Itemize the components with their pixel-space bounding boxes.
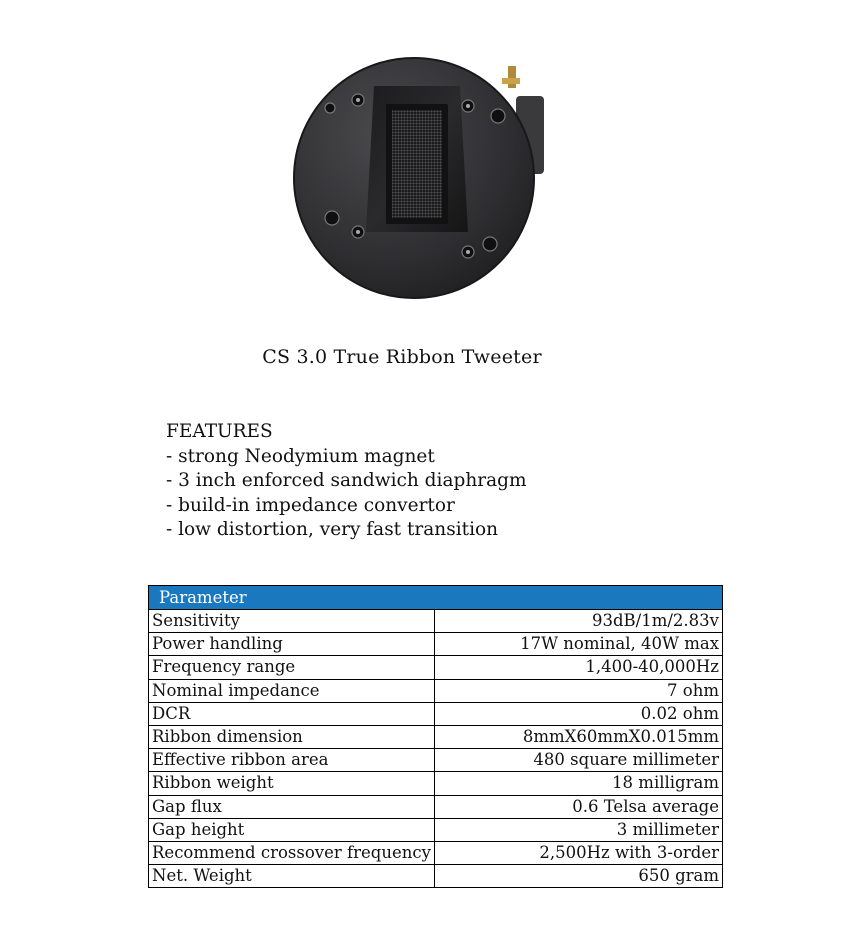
table-row <box>149 656 723 679</box>
param-name: Gap flux <box>149 795 435 818</box>
table-row <box>149 725 723 748</box>
table-row <box>149 679 723 702</box>
table-row <box>149 795 723 818</box>
param-name: Power handling <box>149 633 435 656</box>
param-value: 480 square millimeter <box>434 749 722 772</box>
parameter-table-header <box>149 586 723 610</box>
table-row <box>149 818 723 841</box>
param-name: Gap height <box>149 818 435 841</box>
table-row <box>149 633 723 656</box>
table-row <box>149 841 723 864</box>
param-value: 3 millimeter <box>434 818 722 841</box>
param-value: 0.6 Telsa average <box>434 795 722 818</box>
product-caption: CS 3.0 True Ribbon Tweeter <box>262 346 542 368</box>
feature-item: - build-in impedance convertor <box>166 494 455 516</box>
param-value: 93dB/1m/2.83v <box>434 610 722 633</box>
param-value: 0.02 ohm <box>434 702 722 725</box>
param-name: Ribbon weight <box>149 772 435 795</box>
parameter-header-label: Parameter <box>149 586 723 610</box>
param-value: 18 milligram <box>434 772 722 795</box>
param-name: Effective ribbon area <box>149 749 435 772</box>
feature-item: - 3 inch enforced sandwich diaphragm <box>166 470 527 492</box>
param-value: 1,400-40,000Hz <box>434 656 722 679</box>
param-name: Ribbon dimension <box>149 725 435 748</box>
param-name: Nominal impedance <box>149 679 435 702</box>
param-name: Recommend crossover frequency <box>149 841 435 864</box>
param-name: Net. Weight <box>149 865 435 888</box>
param-name: DCR <box>149 702 435 725</box>
param-value: 7 ohm <box>434 679 722 702</box>
table-row <box>149 702 723 725</box>
features-list <box>166 420 527 543</box>
param-value: 17W nominal, 40W max <box>434 633 722 656</box>
param-name: Frequency range <box>149 656 435 679</box>
tweeter-product-image <box>290 48 560 310</box>
table-row <box>149 772 723 795</box>
param-name: Sensitivity <box>149 610 435 633</box>
param-value: 2,500Hz with 3-order <box>434 841 722 864</box>
table-row <box>149 749 723 772</box>
param-value: 8mmX60mmX0.015mm <box>434 725 722 748</box>
feature-item: - low distortion, very fast transition <box>166 519 499 541</box>
param-value: 650 gram <box>434 865 722 888</box>
table-row <box>149 610 723 633</box>
features-heading: FEATURES <box>166 421 273 442</box>
table-row <box>149 865 723 888</box>
parameter-table <box>148 585 723 888</box>
feature-item: - strong Neodymium magnet <box>166 445 435 467</box>
